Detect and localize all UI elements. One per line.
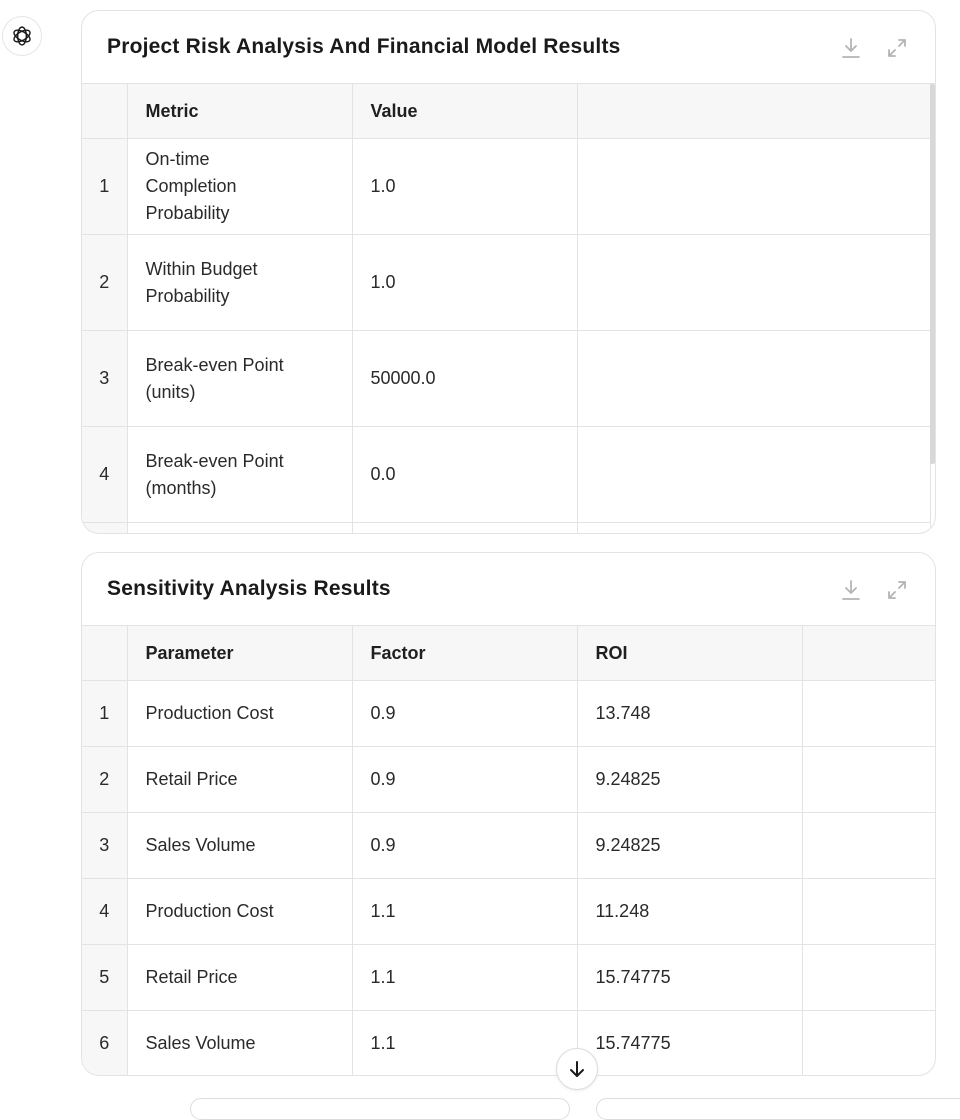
index-header bbox=[82, 626, 127, 681]
risk-card-header bbox=[82, 11, 935, 84]
parameter-cell: Retail Price bbox=[127, 945, 352, 1011]
risk-table-viewport[interactable] bbox=[82, 84, 935, 534]
empty-cell bbox=[577, 139, 930, 235]
factor-cell: 0.9 bbox=[352, 681, 577, 747]
table-row[interactable] bbox=[82, 747, 935, 813]
row-index: 2 bbox=[82, 235, 127, 331]
roi-cell: 15.74775 bbox=[577, 945, 802, 1011]
parameter-cell: Retail Price bbox=[127, 747, 352, 813]
empty-cell bbox=[577, 235, 930, 331]
empty-cell bbox=[802, 945, 935, 1011]
metric-cell: Break-even Point (months) bbox=[127, 427, 352, 523]
row-index: 3 bbox=[82, 813, 127, 879]
roi-cell: 9.24825 bbox=[577, 747, 802, 813]
scroll-to-bottom-button[interactable] bbox=[556, 1048, 598, 1090]
table-row[interactable] bbox=[82, 523, 930, 535]
openai-logo-icon bbox=[9, 23, 35, 49]
empty-cell bbox=[802, 879, 935, 945]
metric-cell: Break-even Point (units) bbox=[127, 331, 352, 427]
empty-cell bbox=[802, 1011, 935, 1077]
empty-cell bbox=[577, 427, 930, 523]
risk-table bbox=[82, 84, 931, 534]
value-cell: 1.0 bbox=[352, 139, 577, 235]
factor-cell: 1.1 bbox=[352, 945, 577, 1011]
index-header bbox=[82, 84, 127, 139]
table-row[interactable] bbox=[82, 139, 930, 235]
expand-icon[interactable] bbox=[886, 579, 908, 601]
factor-cell: 0.9 bbox=[352, 813, 577, 879]
empty-cell bbox=[802, 813, 935, 879]
risk-card-title: Project Risk Analysis And Financial Model Results bbox=[107, 35, 621, 58]
column-header-roi[interactable]: ROI bbox=[577, 626, 802, 681]
parameter-cell: Sales Volume bbox=[127, 1011, 352, 1077]
empty-cell bbox=[802, 747, 935, 813]
metric-cell: On-time Completion Probability bbox=[127, 139, 352, 235]
row-index: 3 bbox=[82, 331, 127, 427]
row-index: 4 bbox=[82, 879, 127, 945]
roi-cell: 13.748 bbox=[577, 681, 802, 747]
risk-analysis-card bbox=[81, 10, 936, 534]
table-scrollbar[interactable] bbox=[930, 84, 935, 464]
sensitivity-card-header bbox=[82, 553, 935, 626]
parameter-cell: Production Cost bbox=[127, 879, 352, 945]
table-row[interactable] bbox=[82, 427, 930, 523]
assistant-avatar bbox=[2, 16, 42, 56]
download-icon[interactable] bbox=[840, 37, 862, 59]
row-index: 6 bbox=[82, 1011, 127, 1077]
value-cell: 50000.0 bbox=[352, 331, 577, 427]
suggestion-pill[interactable] bbox=[190, 1098, 570, 1120]
row-index: 2 bbox=[82, 747, 127, 813]
factor-cell: 1.1 bbox=[352, 1011, 577, 1077]
suggestion-pill[interactable] bbox=[596, 1098, 960, 1120]
empty-cell bbox=[577, 331, 930, 427]
sensitivity-card-title: Sensitivity Analysis Results bbox=[107, 577, 391, 600]
column-header-factor[interactable]: Factor bbox=[352, 626, 577, 681]
parameter-cell: Production Cost bbox=[127, 681, 352, 747]
table-row[interactable] bbox=[82, 331, 930, 427]
table-row[interactable] bbox=[82, 1011, 935, 1077]
table-row[interactable] bbox=[82, 813, 935, 879]
table-row[interactable] bbox=[82, 681, 935, 747]
row-index: 1 bbox=[82, 681, 127, 747]
table-row[interactable] bbox=[82, 235, 930, 331]
row-index bbox=[82, 523, 127, 535]
value-cell bbox=[352, 523, 577, 535]
parameter-cell: Sales Volume bbox=[127, 813, 352, 879]
factor-cell: 0.9 bbox=[352, 747, 577, 813]
column-header-value[interactable]: Value bbox=[352, 84, 577, 139]
download-icon[interactable] bbox=[840, 579, 862, 601]
table-row[interactable] bbox=[82, 945, 935, 1011]
empty-cell bbox=[802, 681, 935, 747]
table-header-row bbox=[82, 626, 935, 681]
metric-cell bbox=[127, 523, 352, 535]
expand-icon[interactable] bbox=[886, 37, 908, 59]
sensitivity-table bbox=[82, 626, 935, 1076]
roi-cell: 11.248 bbox=[577, 879, 802, 945]
metric-cell: Within Budget Probability bbox=[127, 235, 352, 331]
column-header-parameter[interactable]: Parameter bbox=[127, 626, 352, 681]
value-cell: 0.0 bbox=[352, 427, 577, 523]
table-header-row bbox=[82, 84, 930, 139]
column-header-blank bbox=[577, 84, 930, 139]
table-row[interactable] bbox=[82, 879, 935, 945]
row-index: 1 bbox=[82, 139, 127, 235]
roi-cell: 15.74775 bbox=[577, 1011, 802, 1077]
column-header-blank bbox=[802, 626, 935, 681]
factor-cell: 1.1 bbox=[352, 879, 577, 945]
empty-cell bbox=[577, 523, 930, 535]
row-index: 4 bbox=[82, 427, 127, 523]
row-index: 5 bbox=[82, 945, 127, 1011]
sensitivity-analysis-card bbox=[81, 552, 936, 1076]
roi-cell: 9.24825 bbox=[577, 813, 802, 879]
sensitivity-table-viewport[interactable] bbox=[82, 626, 935, 1076]
arrow-down-icon bbox=[567, 1059, 587, 1079]
column-header-metric[interactable]: Metric bbox=[127, 84, 352, 139]
value-cell: 1.0 bbox=[352, 235, 577, 331]
